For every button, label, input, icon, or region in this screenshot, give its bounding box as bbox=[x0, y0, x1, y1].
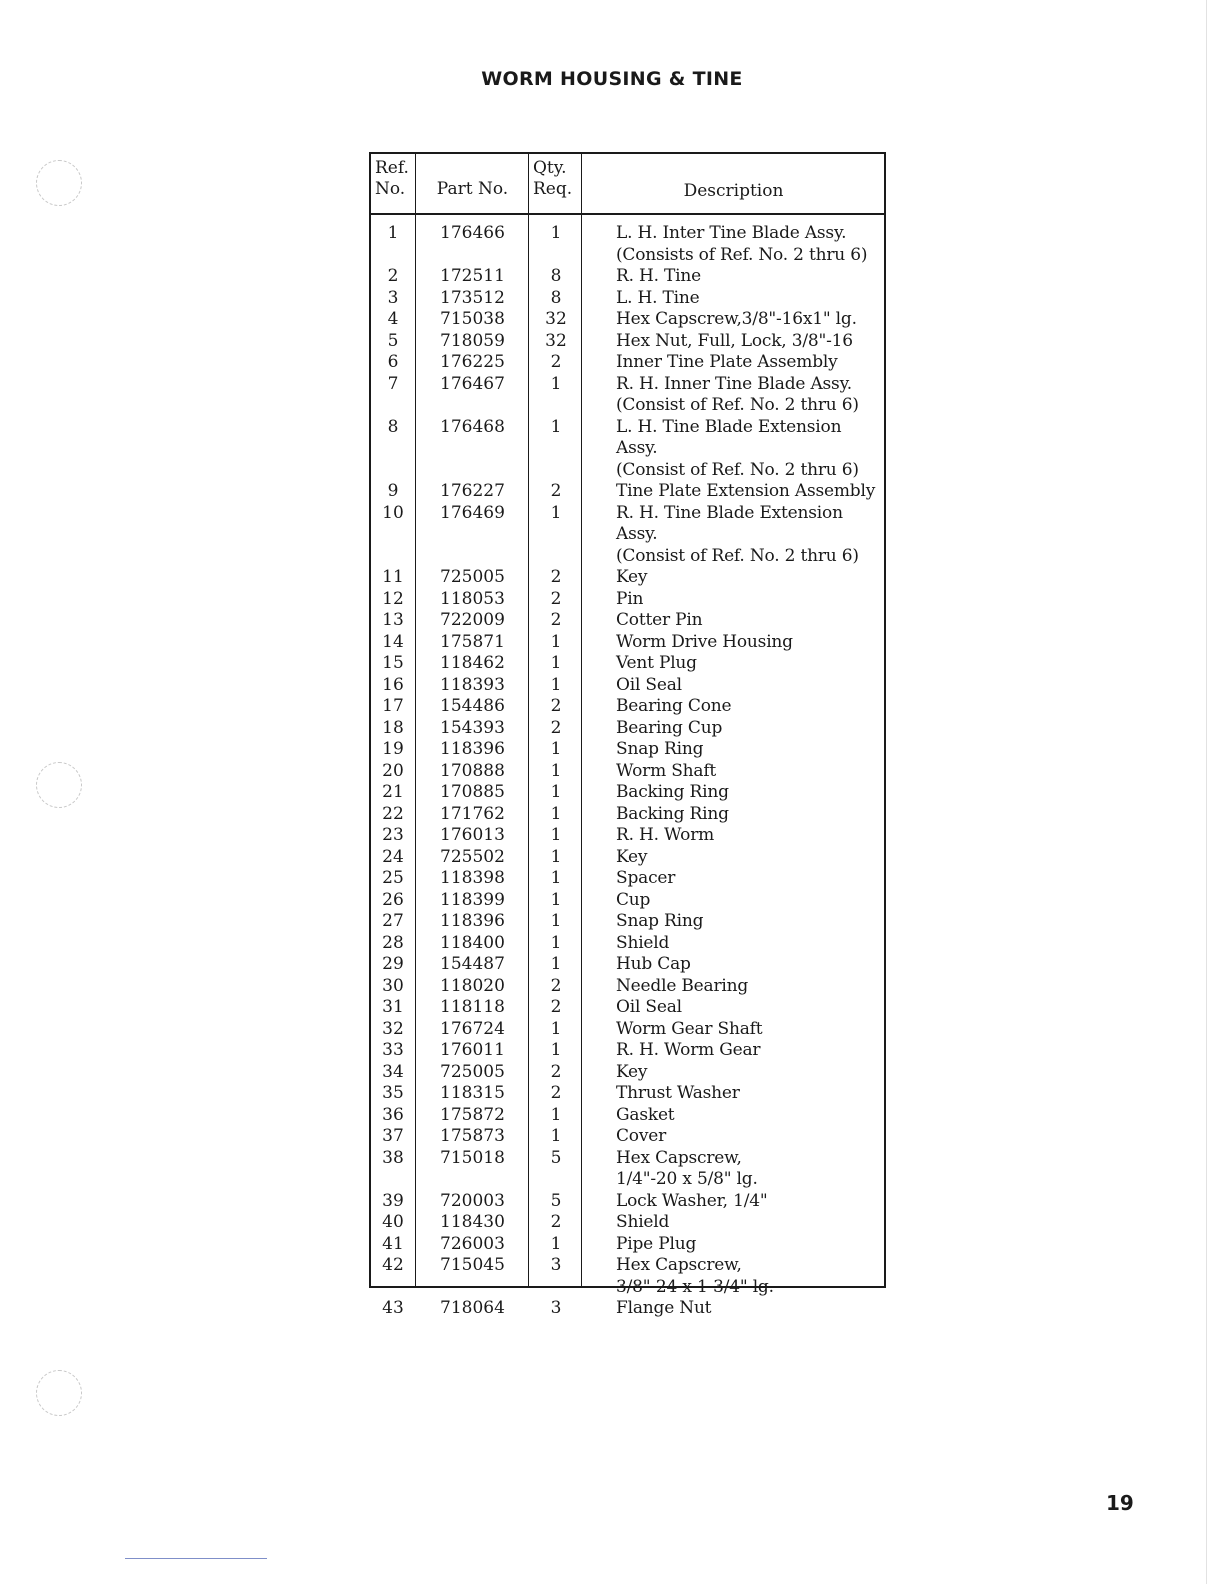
table-row bbox=[371, 997, 884, 1019]
description-cell: Oil Seal bbox=[616, 997, 682, 1017]
punch-hole-top bbox=[36, 160, 82, 206]
qty-cell: 2 bbox=[550, 717, 562, 738]
description-cell: Tine Plate Extension Assembly bbox=[616, 481, 876, 501]
qty-cell: 2 bbox=[550, 481, 562, 501]
qty-cell: 1 bbox=[550, 739, 562, 759]
qty-cell: 1 bbox=[550, 1233, 562, 1254]
ref-cell: 36 bbox=[382, 1104, 404, 1125]
ref-cell: 9 bbox=[387, 481, 399, 501]
description-cell: Shield bbox=[616, 1212, 670, 1232]
qty-cell: 32 bbox=[545, 309, 567, 329]
page-title: WORM HOUSING & TINE bbox=[481, 68, 743, 90]
description-cell: Hex Capscrew, 3/8"-24 x 1-3/4" lg. bbox=[616, 1255, 774, 1297]
description-cell: Hex Capscrew, 1/4"-20 x 5/8" lg. bbox=[616, 1147, 758, 1189]
ref-cell: 17 bbox=[382, 696, 404, 716]
qty-cell: 8 bbox=[550, 266, 562, 286]
table-row bbox=[371, 1019, 884, 1041]
header-ref-line1: Ref. bbox=[375, 158, 409, 178]
table-row bbox=[371, 309, 884, 331]
description-cell: Pin bbox=[616, 588, 644, 609]
table-row bbox=[371, 610, 884, 632]
part-no-cell: 715018 bbox=[440, 1147, 505, 1168]
qty-cell: 1 bbox=[550, 1040, 562, 1060]
table-row bbox=[371, 782, 884, 804]
ref-cell: 16 bbox=[382, 674, 404, 695]
description-cell: Key bbox=[616, 846, 648, 867]
ref-cell: 15 bbox=[382, 653, 404, 673]
ref-cell: 13 bbox=[382, 610, 404, 630]
table-row bbox=[371, 1040, 884, 1062]
ref-cell: 19 bbox=[382, 739, 404, 759]
table-row bbox=[371, 825, 884, 847]
description-cell: Cover bbox=[616, 1126, 667, 1146]
part-no-cell: 118396 bbox=[440, 739, 505, 759]
description-cell: R. H. Tine Blade Extension Assy. (Consist of Ref. No. 2 thru 6) bbox=[616, 502, 859, 566]
header-description: Description bbox=[683, 181, 784, 201]
ref-cell: 10 bbox=[382, 502, 404, 523]
part-no-cell: 118430 bbox=[440, 1212, 505, 1232]
qty-cell: 5 bbox=[550, 1147, 562, 1168]
part-no-cell: 154393 bbox=[440, 717, 505, 738]
table-row bbox=[371, 954, 884, 976]
part-no-cell: 175873 bbox=[440, 1126, 505, 1146]
description-cell: Key bbox=[616, 1061, 648, 1082]
scan-artifact-line bbox=[125, 1558, 267, 1559]
part-no-cell: 176724 bbox=[440, 1018, 505, 1039]
part-no-cell: 718064 bbox=[440, 1298, 505, 1318]
part-no-cell: 118398 bbox=[440, 868, 505, 888]
part-no-cell: 715045 bbox=[440, 1255, 505, 1275]
part-no-cell: 118462 bbox=[440, 653, 505, 673]
description-cell: Worm Gear Shaft bbox=[616, 1018, 763, 1039]
table-row bbox=[371, 847, 884, 869]
part-no-cell: 118393 bbox=[440, 674, 505, 695]
part-no-cell: 170885 bbox=[440, 782, 505, 802]
description-cell: Key bbox=[616, 567, 648, 587]
description-cell: L. H. Inter Tine Blade Assy. (Consists of Ref. No. 2 thru 6) bbox=[616, 223, 868, 265]
table-row bbox=[371, 976, 884, 998]
qty-cell: 1 bbox=[550, 803, 562, 824]
table-row bbox=[371, 1062, 884, 1084]
description-cell: Shield bbox=[616, 932, 670, 953]
qty-cell: 1 bbox=[550, 674, 562, 695]
ref-cell: 24 bbox=[382, 846, 404, 867]
table-row bbox=[371, 804, 884, 826]
qty-cell: 1 bbox=[550, 846, 562, 867]
table-row bbox=[371, 288, 884, 310]
ref-cell: 30 bbox=[382, 975, 404, 996]
ref-cell: 20 bbox=[382, 760, 404, 781]
description-cell: Hex Capscrew,3/8"-16x1" lg. bbox=[616, 309, 857, 329]
qty-cell: 2 bbox=[550, 588, 562, 609]
punch-hole-middle bbox=[36, 762, 82, 808]
description-cell: Gasket bbox=[616, 1104, 675, 1125]
part-no-cell: 118315 bbox=[440, 1083, 505, 1103]
qty-cell: 32 bbox=[545, 330, 567, 351]
description-cell: R. H. Worm Gear bbox=[616, 1040, 761, 1060]
part-no-cell: 175871 bbox=[440, 631, 505, 652]
ref-cell: 4 bbox=[387, 309, 399, 329]
qty-cell: 1 bbox=[550, 373, 562, 394]
description-cell: Cup bbox=[616, 889, 651, 910]
table-row bbox=[371, 417, 884, 482]
header-qty bbox=[533, 158, 572, 200]
part-no-cell: 725502 bbox=[440, 846, 505, 867]
ref-cell: 31 bbox=[382, 997, 404, 1017]
table-row bbox=[371, 1298, 884, 1320]
description-cell: Snap Ring bbox=[616, 911, 704, 931]
qty-cell: 1 bbox=[550, 954, 562, 974]
description-cell: Backing Ring bbox=[616, 782, 729, 802]
description-cell: Bearing Cone bbox=[616, 696, 732, 716]
table-row bbox=[371, 589, 884, 611]
qty-cell: 1 bbox=[550, 1104, 562, 1125]
qty-cell: 1 bbox=[550, 1126, 562, 1146]
page-number: 19 bbox=[1106, 1491, 1134, 1515]
part-no-cell: 722009 bbox=[440, 610, 505, 630]
header-ref bbox=[375, 158, 409, 200]
table-row bbox=[371, 739, 884, 761]
part-no-cell: 118118 bbox=[440, 997, 505, 1017]
ref-cell: 3 bbox=[387, 287, 399, 308]
description-cell: Oil Seal bbox=[616, 674, 682, 695]
part-no-cell: 176227 bbox=[440, 481, 505, 501]
part-no-cell: 176468 bbox=[440, 416, 505, 437]
table-row bbox=[371, 911, 884, 933]
description-cell: Inner Tine Plate Assembly bbox=[616, 352, 838, 372]
qty-cell: 2 bbox=[550, 997, 562, 1017]
table-row bbox=[371, 1255, 884, 1298]
table-row bbox=[371, 1234, 884, 1256]
qty-cell: 1 bbox=[550, 911, 562, 931]
table-row bbox=[371, 696, 884, 718]
part-no-cell: 118399 bbox=[440, 889, 505, 910]
description-cell: Hex Nut, Full, Lock, 3/8"-16 bbox=[616, 330, 853, 351]
ref-cell: 43 bbox=[382, 1298, 404, 1318]
description-cell: Hub Cap bbox=[616, 954, 691, 974]
part-no-cell: 176225 bbox=[440, 352, 505, 372]
table-row bbox=[371, 890, 884, 912]
ref-cell: 35 bbox=[382, 1083, 404, 1103]
ref-cell: 42 bbox=[382, 1255, 404, 1275]
page-edge bbox=[1206, 0, 1207, 1584]
header-qty-line1: Qty. bbox=[533, 158, 567, 178]
ref-cell: 7 bbox=[387, 373, 399, 394]
qty-cell: 1 bbox=[550, 1018, 562, 1039]
ref-cell: 29 bbox=[382, 954, 404, 974]
qty-cell: 2 bbox=[550, 610, 562, 630]
ref-cell: 8 bbox=[387, 416, 399, 437]
ref-cell: 1 bbox=[387, 223, 399, 243]
ref-cell: 32 bbox=[382, 1018, 404, 1039]
description-cell: R. H. Inner Tine Blade Assy. (Consist of Ref. No. 2 thru 6) bbox=[616, 373, 859, 415]
ref-cell: 5 bbox=[387, 330, 399, 351]
description-cell: Flange Nut bbox=[616, 1298, 712, 1318]
qty-cell: 1 bbox=[550, 760, 562, 781]
qty-cell: 5 bbox=[550, 1190, 562, 1211]
part-no-cell: 715038 bbox=[440, 309, 505, 329]
qty-cell: 2 bbox=[550, 696, 562, 716]
ref-cell: 27 bbox=[382, 911, 404, 931]
table-row bbox=[371, 933, 884, 955]
part-no-cell: 154487 bbox=[440, 954, 505, 974]
part-no-cell: 725005 bbox=[440, 1061, 505, 1082]
description-cell: Worm Drive Housing bbox=[616, 631, 793, 652]
qty-cell: 2 bbox=[550, 352, 562, 372]
part-no-cell: 171762 bbox=[440, 803, 505, 824]
table-row bbox=[371, 653, 884, 675]
table-row bbox=[371, 868, 884, 890]
part-no-cell: 175872 bbox=[440, 1104, 505, 1125]
part-no-cell: 176467 bbox=[440, 373, 505, 394]
part-no-cell: 118396 bbox=[440, 911, 505, 931]
part-no-cell: 176469 bbox=[440, 502, 505, 523]
part-no-cell: 170888 bbox=[440, 760, 505, 781]
ref-cell: 26 bbox=[382, 889, 404, 910]
table-body bbox=[371, 223, 884, 1320]
ref-cell: 38 bbox=[382, 1147, 404, 1168]
qty-cell: 8 bbox=[550, 287, 562, 308]
part-no-cell: 118020 bbox=[440, 975, 505, 996]
part-no-cell: 725005 bbox=[440, 567, 505, 587]
ref-cell: 23 bbox=[382, 825, 404, 845]
description-cell: Thrust Washer bbox=[616, 1083, 740, 1103]
qty-cell: 1 bbox=[550, 932, 562, 953]
table-row bbox=[371, 567, 884, 589]
part-no-cell: 176466 bbox=[440, 223, 505, 243]
description-cell: L. H. Tine bbox=[616, 287, 700, 308]
ref-cell: 25 bbox=[382, 868, 404, 888]
header-ref-line2: No. bbox=[375, 179, 406, 199]
ref-cell: 40 bbox=[382, 1212, 404, 1232]
ref-cell: 33 bbox=[382, 1040, 404, 1060]
table-row bbox=[371, 632, 884, 654]
qty-cell: 1 bbox=[550, 416, 562, 437]
part-no-cell: 720003 bbox=[440, 1190, 505, 1211]
table-row bbox=[371, 374, 884, 417]
ref-cell: 34 bbox=[382, 1061, 404, 1082]
qty-cell: 2 bbox=[550, 1061, 562, 1082]
part-no-cell: 118053 bbox=[440, 588, 505, 609]
header-part-no: Part No. bbox=[436, 179, 509, 199]
qty-cell: 1 bbox=[550, 782, 562, 802]
ref-cell: 39 bbox=[382, 1190, 404, 1211]
qty-cell: 3 bbox=[550, 1298, 562, 1318]
part-no-cell: 176013 bbox=[440, 825, 505, 845]
table-row bbox=[371, 1191, 884, 1213]
ref-cell: 12 bbox=[382, 588, 404, 609]
table-row bbox=[371, 266, 884, 288]
description-cell: Needle Bearing bbox=[616, 975, 749, 996]
punch-hole-bottom bbox=[36, 1370, 82, 1416]
table-row bbox=[371, 1148, 884, 1191]
ref-cell: 6 bbox=[387, 352, 399, 372]
table-row bbox=[371, 352, 884, 374]
table-row bbox=[371, 1212, 884, 1234]
qty-cell: 1 bbox=[550, 889, 562, 910]
part-no-cell: 172511 bbox=[440, 266, 505, 286]
qty-cell: 1 bbox=[550, 653, 562, 673]
description-cell: R. H. Tine bbox=[616, 266, 702, 286]
ref-cell: 37 bbox=[382, 1126, 404, 1146]
table-row bbox=[371, 331, 884, 353]
table-row bbox=[371, 718, 884, 740]
part-no-cell: 176011 bbox=[440, 1040, 505, 1060]
header-divider bbox=[371, 213, 884, 215]
description-cell: Cotter Pin bbox=[616, 610, 703, 630]
ref-cell: 14 bbox=[382, 631, 404, 652]
qty-cell: 2 bbox=[550, 1083, 562, 1103]
parts-table bbox=[369, 152, 886, 1318]
description-cell: Lock Washer, 1/4" bbox=[616, 1190, 768, 1211]
description-cell: R. H. Worm bbox=[616, 825, 715, 845]
table-row bbox=[371, 675, 884, 697]
table-row bbox=[371, 481, 884, 503]
ref-cell: 21 bbox=[382, 782, 404, 802]
table-row bbox=[371, 1126, 884, 1148]
ref-cell: 11 bbox=[382, 567, 404, 587]
description-cell: Vent Plug bbox=[616, 653, 697, 673]
header-qty-line2: Req. bbox=[533, 179, 573, 199]
qty-cell: 1 bbox=[550, 223, 562, 243]
qty-cell: 3 bbox=[550, 1255, 562, 1275]
table-row bbox=[371, 223, 884, 266]
ref-cell: 22 bbox=[382, 803, 404, 824]
description-cell: Pipe Plug bbox=[616, 1233, 697, 1254]
description-cell: Snap Ring bbox=[616, 739, 704, 759]
part-no-cell: 718059 bbox=[440, 330, 505, 351]
description-cell: Bearing Cup bbox=[616, 717, 723, 738]
description-cell: Spacer bbox=[616, 868, 676, 888]
description-cell: Worm Shaft bbox=[616, 760, 717, 781]
table-row bbox=[371, 503, 884, 568]
qty-cell: 1 bbox=[550, 825, 562, 845]
part-no-cell: 118400 bbox=[440, 932, 505, 953]
part-no-cell: 154486 bbox=[440, 696, 505, 716]
qty-cell: 2 bbox=[550, 975, 562, 996]
qty-cell: 1 bbox=[550, 502, 562, 523]
ref-cell: 18 bbox=[382, 717, 404, 738]
qty-cell: 1 bbox=[550, 631, 562, 652]
qty-cell: 1 bbox=[550, 868, 562, 888]
part-no-cell: 726003 bbox=[440, 1233, 505, 1254]
qty-cell: 2 bbox=[550, 1212, 562, 1232]
ref-cell: 41 bbox=[382, 1233, 404, 1254]
table-row bbox=[371, 1083, 884, 1105]
table-row bbox=[371, 1105, 884, 1127]
description-cell: L. H. Tine Blade Extension Assy. (Consist of Ref. No. 2 thru 6) bbox=[616, 416, 859, 480]
part-no-cell: 173512 bbox=[440, 287, 505, 308]
ref-cell: 28 bbox=[382, 932, 404, 953]
ref-cell: 2 bbox=[387, 266, 399, 286]
description-cell: Backing Ring bbox=[616, 803, 729, 824]
qty-cell: 2 bbox=[550, 567, 562, 587]
table-row bbox=[371, 761, 884, 783]
